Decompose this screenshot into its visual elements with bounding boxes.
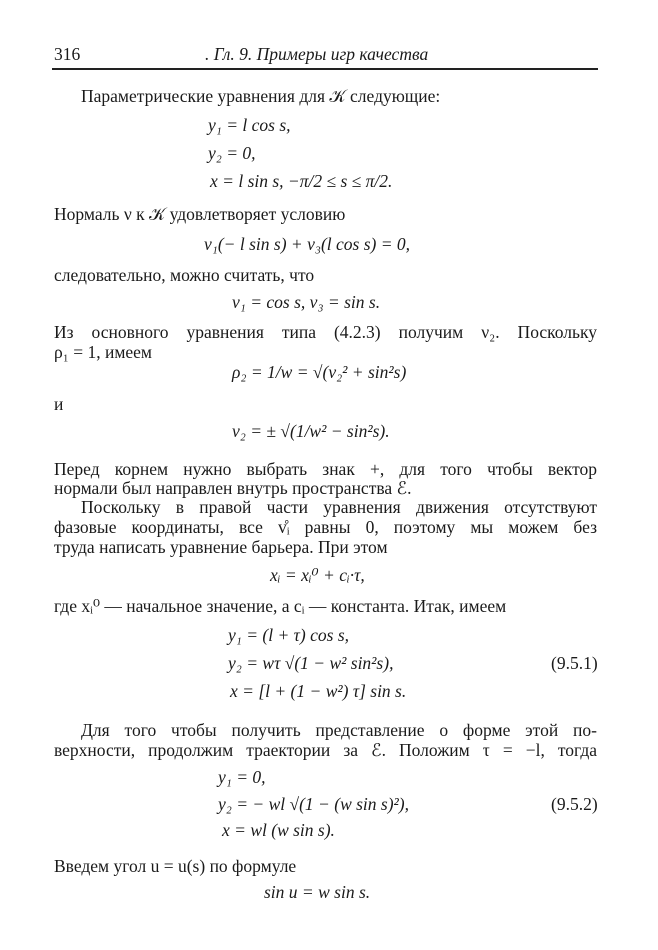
paragraph-text: Нормаль ν к 𝒦 удовлетворяет условию — [54, 204, 346, 224]
equation-line: y₁ = (l + τ) cos s, — [228, 625, 350, 645]
paragraph-line: ρ₁ = 1, имеем — [54, 342, 153, 362]
paragraph-text: и — [54, 394, 64, 414]
equation-line: y₁ = 0, — [218, 767, 266, 787]
equation-number: (9.5.1) — [551, 653, 598, 673]
paragraph-line: фазовые координаты, все v̊ᵢ равны 0, поэтому мы можем без — [54, 517, 597, 537]
equation-line: ρ₂ = 1/w = √(ν₂² + sin²s) — [232, 362, 407, 382]
paragraph-line: Поскольку в правой части уравнения движения отсутствуют — [81, 497, 597, 517]
paragraph-line: нормали был направлен внутрь пространства ℰ. — [54, 478, 412, 498]
equation-line: x = wl (w sin s). — [222, 820, 335, 840]
paragraph-text: следовательно, можно считать, что — [54, 265, 315, 285]
paragraph-line: Из основного уравнения типа (4.2.3) получим ν₂. Поскольку — [54, 322, 597, 342]
equation-line: y₂ = wτ √(1 − w² sin²s), — [228, 653, 394, 673]
equation-line: ν₁(− l sin s) + ν₃(l cos s) = 0, — [204, 234, 411, 254]
paragraph-text: где xᵢ⁰ — начальное значение, а cᵢ — константа. Итак, имеем — [54, 596, 507, 616]
page-number: 316 — [54, 44, 81, 64]
paragraph-line: Перед корнем нужно выбрать знак +, для того чтобы вектор — [54, 459, 597, 479]
equation-line: sin u = w sin s. — [264, 882, 371, 902]
equation-line: y₁ = l cos s, — [208, 115, 291, 135]
equation-line: ν₁ = cos s, ν₃ = sin s. — [232, 292, 381, 312]
equation-line: y₂ = 0, — [208, 143, 256, 163]
equation-line: xᵢ = xᵢ⁰ + cᵢ·τ, — [270, 565, 365, 585]
equation-line: x = l sin s, −π/2 ≤ s ≤ π/2. — [210, 171, 393, 191]
equation-line: y₂ = − wl √(1 − (w sin s)²), — [218, 794, 410, 814]
paragraph-line: верхности, продолжим траектории за ℰ. Положим τ = −l, тогда — [54, 740, 597, 760]
equation-line: x = [l + (1 − w²) τ] sin s. — [230, 681, 407, 701]
running-header: . Гл. 9. Примеры игр качества — [205, 44, 429, 64]
paragraph-text: Введем угол u = u(s) по формуле — [54, 856, 297, 876]
header-rule — [52, 68, 598, 70]
paragraph-line: Для того чтобы получить представление о форме этой по- — [81, 720, 597, 740]
equation-number: (9.5.2) — [551, 794, 598, 814]
equation-line: ν₂ = ± √(1/w² − sin²s). — [232, 421, 390, 441]
paragraph-text: Параметрические уравнения для 𝒦 следующие: — [81, 86, 441, 106]
paragraph-line: труда написать уравнение барьера. При этом — [54, 537, 388, 557]
